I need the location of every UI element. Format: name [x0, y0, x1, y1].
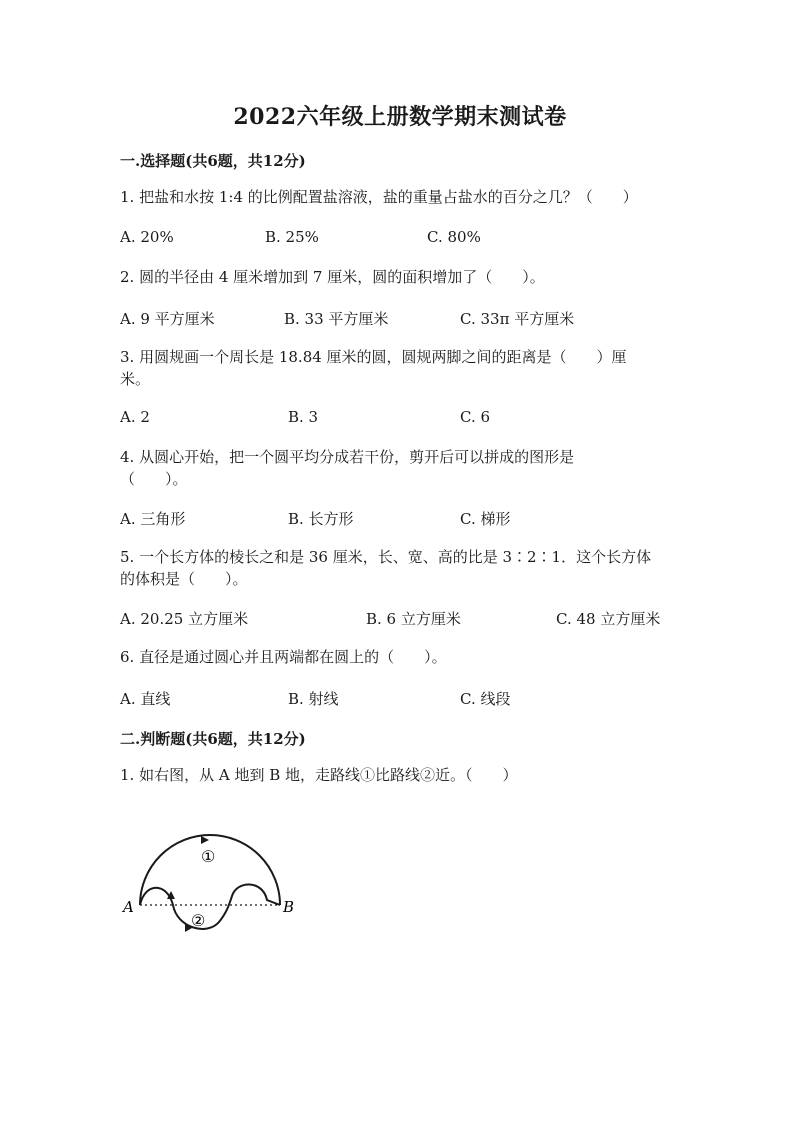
option-a: A. 20.25 立方厘米: [120, 610, 249, 628]
route-2-label: ②: [191, 911, 206, 930]
route-figure: [115, 820, 305, 945]
page-title: 2022六年级上册数学期末测试卷: [233, 104, 567, 130]
question-text-line-1: 5. 一个长方体的棱长之和是 36 厘米，长、宽、高的比是 3∶2∶1．这个长方体: [120, 548, 652, 566]
option-a: A. 直线: [120, 690, 171, 708]
section-heading-choice: 一.选择题(共6题，共12分): [120, 152, 306, 170]
option-b: B. 射线: [288, 690, 339, 708]
option-a: A. 9 平方厘米: [120, 310, 215, 328]
question-text: 2. 圆的半径由 4 厘米增加到 7 厘米，圆的面积增加了（ ）。: [120, 268, 545, 286]
route-1-arrow: [201, 836, 209, 844]
judgement-question-1: [120, 764, 518, 786]
question-text-line-2: （ ）。: [120, 470, 188, 488]
route-2-path: [140, 884, 280, 928]
question-text: 1. 把盐和水按 1:4 的比例配置盐溶液，盐的重量占盐水的百分之几？（ ）: [120, 188, 638, 206]
question-1: [120, 186, 638, 208]
question-6: [120, 646, 447, 668]
option-b: B. 25%: [265, 228, 319, 246]
option-b: B. 长方形: [288, 510, 354, 528]
option-a: A. 2: [120, 408, 150, 426]
question-text-line-2: 米。: [120, 370, 151, 388]
option-b: B. 33 平方厘米: [284, 310, 389, 328]
option-c: C. 线段: [460, 690, 511, 708]
question-text: 6. 直径是通过圆心并且两端都在圆上的（ ）。: [120, 648, 447, 666]
route-1-path: [140, 835, 280, 905]
option-c: C. 80%: [427, 228, 481, 246]
option-b: B. 3: [288, 408, 319, 426]
option-c: C. 梯形: [460, 510, 511, 528]
question-4: [120, 446, 574, 490]
option-c: C. 6: [460, 408, 491, 426]
point-b-label: B: [283, 898, 295, 916]
question-text: 1. 如右图，从 A 地到 B 地，走路线①比路线②近。（ ）: [120, 766, 518, 784]
option-c: C. 33π 平方厘米: [460, 310, 575, 328]
option-a: A. 20%: [120, 228, 174, 246]
section-heading-judgement: 二.判断题(共6题，共12分): [120, 730, 306, 748]
option-a: A. 三角形: [120, 510, 186, 528]
question-text-line-1: 4. 从圆心开始，把一个圆平均分成若干份，剪开后可以拼成的图形是: [120, 448, 575, 466]
point-a-label: A: [123, 898, 134, 916]
question-2: [120, 266, 545, 288]
option-c: C. 48 立方厘米: [556, 610, 661, 628]
question-text-line-2: 的体积是（ ）。: [120, 570, 248, 588]
question-3: [120, 346, 627, 390]
option-b: B. 6 立方厘米: [366, 610, 461, 628]
question-5: [120, 546, 651, 590]
question-text-line-1: 3. 用圆规画一个周长是 18.84 厘米的圆，圆规两脚之间的距离是（ ）厘: [120, 348, 627, 366]
route-1-label: ①: [201, 847, 216, 866]
